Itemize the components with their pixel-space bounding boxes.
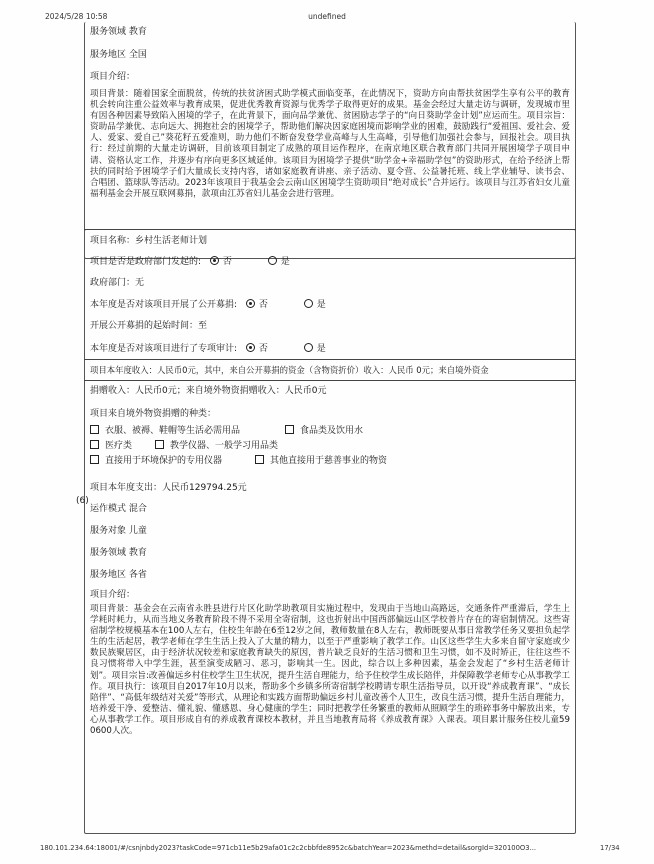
- service-area: 服务地区 各省: [90, 570, 147, 580]
- fundraising-start: 开展公开募捐的起始时间：至: [90, 321, 208, 331]
- in-kind-option-other: 其他直接用于慈善事业的物资: [255, 455, 387, 467]
- in-kind-option-medical: 医疗类: [90, 440, 132, 452]
- gov-initiated-label: 项目是否是政府部门发起的:: [90, 257, 202, 267]
- row-divider: [84, 359, 576, 360]
- in-kind-checkbox[interactable]: [285, 425, 294, 434]
- gov-initiated-yes-radio[interactable]: [268, 256, 277, 265]
- in-kind-option-teaching: 教学仪器、一般学习用品类: [155, 440, 278, 452]
- in-kind-checkbox[interactable]: [90, 455, 99, 464]
- page-url: 180.101.234.64:18001/#/csnjnbdy2023?taskCode=971cb11e5b29afa01c2c2cbbfde8952c&batchYear=2023&methd=detail&sorgId=320100O3...: [40, 844, 537, 852]
- in-kind-option-clothing: 衣服、被褥、鞋帽等生活必需用品: [90, 425, 240, 437]
- special-audit-label: 本年度是否对该项目进行了专项审计:: [90, 344, 238, 354]
- service-target: 服务对象 儿童: [90, 526, 147, 536]
- public-fundraising-no-label: 否: [258, 300, 268, 310]
- in-kind-checkbox[interactable]: [90, 425, 99, 434]
- operation-mode: 运作模式 混合: [90, 504, 147, 514]
- gov-initiated-no-label: 否: [222, 257, 232, 267]
- in-kind-option-environment: 直接用于环境保护的专用仪器: [90, 455, 222, 467]
- public-fundraising-yes-label: 是: [316, 300, 326, 310]
- page-number: 17/34: [600, 844, 620, 852]
- intro-label: 项目介绍：: [90, 590, 136, 600]
- in-kind-label: 项目来自境外物资捐赠的种类：: [90, 409, 217, 419]
- income-line-1: 项目本年度收入：人民币0元，其中，来自公开募捐的资金（含物资折价）收入：人民币 0元；来自境外资金: [90, 365, 489, 375]
- public-fundraising-row: [90, 299, 326, 311]
- public-fundraising-label: 本年度是否对该项目开展了公开募捐:: [90, 300, 238, 310]
- row-divider: [84, 380, 576, 381]
- item-number: (6): [76, 496, 89, 506]
- section-divider: [84, 229, 576, 230]
- print-title: undefined: [308, 12, 346, 21]
- special-audit-no-label: 否: [258, 344, 268, 354]
- expenditure: 项目本年度支出：人民币129794.25元: [90, 483, 247, 493]
- intro-label: 项目介绍：: [90, 72, 136, 82]
- service-field: 服务领域 教育: [90, 548, 147, 558]
- income-line-2: 捐赠收入：人民币0元；来自境外物资捐赠收入：人民币0元: [90, 386, 327, 396]
- in-kind-checkbox[interactable]: [155, 440, 164, 449]
- special-audit-yes-radio[interactable]: [304, 343, 313, 352]
- special-audit-row: [90, 343, 326, 355]
- public-fundraising-yes-radio[interactable]: [304, 299, 313, 308]
- in-kind-option-food: 食品类及饮用水: [285, 425, 363, 437]
- service-area: 服务地区 全国: [90, 50, 147, 60]
- project-block-6: [84, 229, 576, 834]
- special-audit-no-radio[interactable]: [246, 343, 255, 352]
- gov-dept: 政府部门：无: [90, 278, 145, 288]
- special-audit-yes-label: 是: [316, 344, 326, 354]
- intro-text: 项目背景：基金会在云南省永胜县进行片区化助学助教项目实施过程中，发现由于当地山高路远，交通条件严重滞后，学生上学耗时耗力，从而当地义务教育阶段不得不采用全寄宿制，这也折射出中国西部偏远山区学校普片存在的寄宿制情况。这些寄宿制学校规模基本在100人左右，住校生年龄在6至12岁之间，教师数量在8人左右，教师既要从事日常教学任务又要担负起学生的生活起居，教学老师在学生生活上投入了大量的精力，以至于严重影响了教学工作。山区这些学生大多来自留守家庭或少数民族聚居区，由于经济状况较差和家庭教育缺失的原因，普片缺乏良好的生活习惯和卫生习惯，如不及时矫正，往往这些不良习惯将带入中学生涯，甚至演变成陋习、恶习，影响其一生。因此，综合以上多种因素，基金会发起了“乡村生活老师计划”。项目宗旨:改善偏远乡村住校学生卫生状况，提升生活自理能力，给予住校学生成长陪伴，并保障教学老师专心从事教学工作。项目执行：该项目自2017年10月以来，帮助多个乡镇多所寄宿制学校聘请专职生活指导员，以开设“养成教育课”、“成长陪伴”、“高低年级结对关爱”等形式，从理论和实践方面帮助偏远乡村儿童改善个人卫生，改良生活习惯，提升生活自理能力，培养爱干净、爱整洁、懂礼貌、懂感恩、身心健康的学生；同时把教学任务繁重的教师从照顾学生的琐碎事务中解放出来，专心从事教学工作。项目形成自有的养成教育课校本教材，并且当地教育局将《养成教育课》入课表。项目累计服务住校儿童590600人次。: [90, 604, 571, 737]
- public-fundraising-no-radio[interactable]: [246, 299, 255, 308]
- gov-initiated-yes-label: 是: [280, 257, 290, 267]
- intro-text: 项目背景：随着国家全面脱贫，传统的扶贫济困式助学模式面临变革，在此情况下，资助方向由帮扶贫困学生享有公平的教育机会转向注重公益效率与教育成果，促进优秀教育资源与优秀学子取得更好的成果。基金会经过大量走访与调研，发现城市里有因各种因素导致陷入困境的学子，在此背景下，面向品学兼优、贫困励志学子的“向日葵助学金计划”应运而生。项目宗旨：资助品学兼优、志向远大、拥抱社会的困境学子，帮助他们解决因家庭困境而影响学业的困难，鼓励践行“爱祖国、爱社会、爱人、爱家、爱自己”葵花籽五爱准则，助力他们不断奋发登学业高峰与人生高峰，引导他们加强社会参与，回报社会。项目执行：经过前期的大量走访调研，目前该项目制定了成熟的项目运作程序，在南京地区联合教育部门共同开展困境学子项目申请、资格认定工作，并逐步有序向更多区域延伸。该项目为困境学子提供“助学金+幸福助学包”的资助形式，在给予经济上帮扶的同时给予困境学子们大量成长支持内容，诸如家庭教育讲座、亲子活动、夏令营、公益暑托班、线上学业辅导、读书会、合唱团、篮球队等活动。2023年该项目于我基金会云南山区困境学生资助项目“绝对成长”合并运行。该项目与江苏省妇女儿童福利基金会开展互联网募捐，款项由江苏省妇儿基金会进行管理。: [90, 89, 570, 199]
- gov-initiated-no-radio[interactable]: [210, 256, 219, 265]
- in-kind-checkbox[interactable]: [255, 455, 264, 464]
- in-kind-checkbox[interactable]: [90, 440, 99, 449]
- print-datetime: 2024/5/28 10:58: [45, 12, 108, 21]
- project-name: 项目名称：乡村生活老师计划: [90, 236, 208, 246]
- service-field: 服务领域 教育: [90, 27, 147, 37]
- gov-initiated-row: [90, 256, 290, 268]
